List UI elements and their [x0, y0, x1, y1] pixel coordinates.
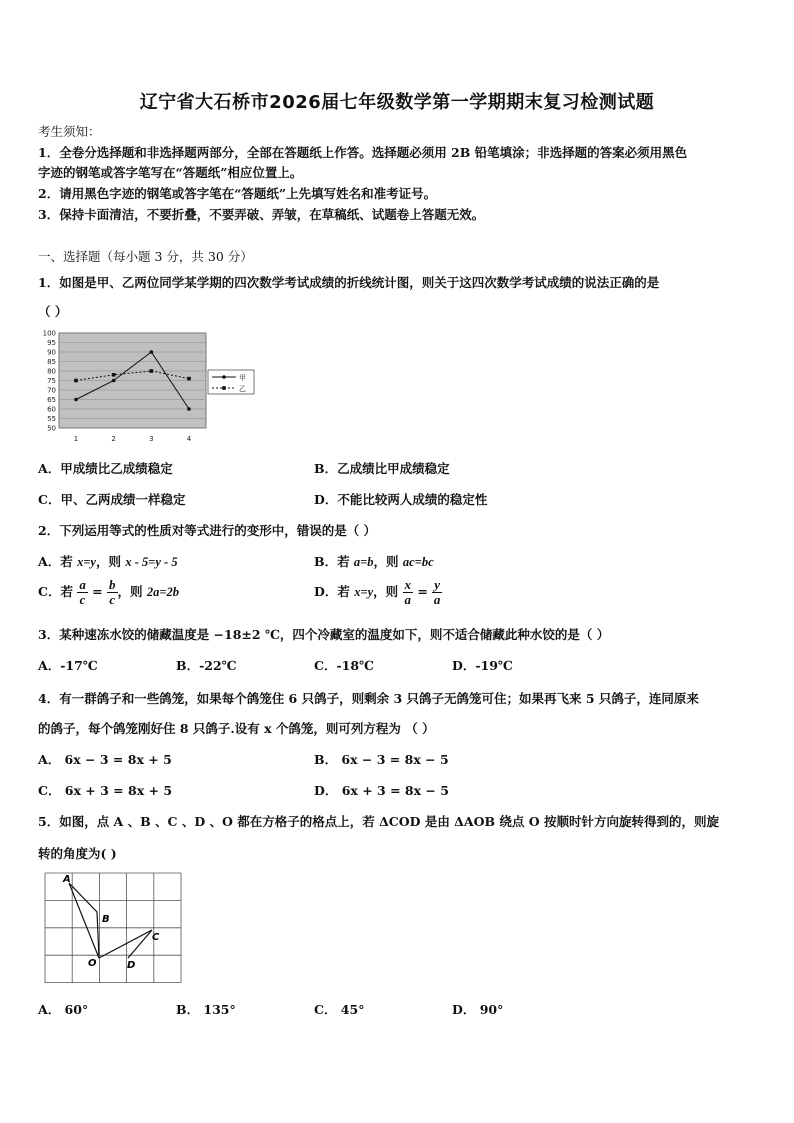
x-tick-label: 3 [149, 435, 154, 443]
q1-option-b[interactable]: B．乙成绩比甲成绩稳定 [314, 461, 450, 476]
q3-option-b[interactable]: B．-22℃ [176, 658, 237, 673]
notice-item-2: 2．请用黑色字迹的钢笔或答字笔在“答题纸”上先填写姓名和准考证号。 [38, 186, 437, 201]
q5-grid-figure [42, 870, 188, 988]
series-2-point [150, 369, 154, 373]
frac-num: y [434, 577, 440, 592]
q5-stem-line2: 转的角度为( ) [38, 846, 117, 861]
q2-b-lead: B．若 [314, 554, 354, 569]
q1-option-c[interactable]: C．甲、乙两成绩一样稳定 [38, 492, 186, 507]
q4-stem-line1: 4．有一群鸽子和一些鸽笼，如果每个鸽笼住 6 只鸽子，则剩余 3 只鸽子无鸽笼可住；如果再飞来 5 只鸽子，连同原来 [38, 691, 699, 706]
notice-item-3: 3．保持卡面清洁，不要折叠，不要弄破、弄皱，在草稿纸、试题卷上答题无效。 [38, 207, 485, 222]
q2-b-result: ac=bc [402, 555, 434, 569]
triangle-aob [69, 883, 99, 958]
frac-num: b [109, 577, 116, 592]
q5-stem-line1: 5．如图，点 A 、B 、C 、D 、O 都在方格子的格点上，若 ΔCOD 是由 ΔAOB 绕点 O 按顺时针方向旋转得到的，则旋 [38, 814, 719, 829]
q2-a-lead: A．若 [38, 554, 78, 569]
q2-c-mid: ，则 [117, 584, 147, 599]
label-a: A [63, 874, 71, 885]
series-2-point [187, 377, 191, 381]
triangle-cod [99, 930, 152, 958]
q2-c-lead: C．若 [38, 584, 73, 599]
q3-option-d[interactable]: D．-19℃ [452, 658, 513, 673]
y-tick-label: 50 [47, 424, 56, 433]
y-tick-label: 70 [47, 386, 56, 395]
q2-stem: 2．下列运用等式的性质对等式进行的变形中，错误的是（ ） [38, 523, 377, 538]
label-c: C [152, 932, 160, 943]
legend-box [208, 370, 254, 394]
y-tick-label: 65 [47, 396, 56, 404]
series-2-point [74, 379, 78, 383]
q2-d-lead: D．若 [314, 584, 355, 599]
q2-option-c[interactable] [38, 578, 179, 607]
frac-num: a [79, 577, 86, 592]
notice-item-1: 1．全卷分选择题和非选择题两部分，全部在答题纸上作答。选择题必须用 2B 铅笔填涂；非选择题的答案必须用黑色 [38, 145, 688, 160]
q2-option-a[interactable] [38, 552, 178, 570]
x-tick-label: 2 [111, 435, 116, 443]
q2-option-b[interactable] [314, 552, 434, 570]
equals-sign: = [413, 584, 433, 599]
grid-lines [45, 873, 181, 983]
q5-option-c[interactable]: C． 45° [314, 1002, 365, 1017]
series-2-point [112, 373, 116, 377]
q5-option-a[interactable]: A． 60° [38, 1002, 89, 1017]
fraction-y-over-a [432, 578, 442, 607]
fraction-x-over-a [403, 578, 414, 607]
q3-option-c[interactable]: C．-18℃ [314, 658, 375, 673]
q1-option-a[interactable]: A．甲成绩比乙成绩稳定 [38, 461, 173, 476]
q4-option-b[interactable]: B． 6x − 3 = 8x − 5 [314, 752, 449, 767]
q4-option-c[interactable]: C． 6x + 3 = 8x + 5 [38, 783, 173, 798]
q2-a-result: x - 5=y - 5 [125, 555, 178, 569]
label-b: B [102, 914, 110, 925]
q1-option-d[interactable]: D．不能比较两人成绩的稳定性 [314, 492, 488, 507]
frac-den: c [109, 592, 116, 607]
notice-heading: 考生须知： [38, 124, 101, 139]
x-tick-label: 1 [73, 435, 79, 443]
legend-marker-1 [222, 375, 226, 379]
y-tick-label: 55 [47, 415, 56, 423]
equals-sign: = [87, 584, 107, 599]
notice-item-1-cont: 字迹的钢笔或答字笔写在“答题纸”相应位置上。 [38, 165, 303, 180]
page-title: 辽宁省大石桥市2026届七年级数学第一学期期末复习检测试题 [139, 92, 655, 113]
q2-b-mid: ，则 [373, 554, 403, 569]
frac-den: a [404, 592, 411, 607]
y-tick-label: 100 [42, 330, 56, 338]
q5-option-b[interactable]: B． 135° [176, 1002, 236, 1017]
q4-option-a[interactable]: A． 6x − 3 = 8x + 5 [38, 752, 172, 767]
label-d: D [127, 960, 136, 971]
series-1-point [187, 407, 191, 411]
q2-d-mid: ，则 [373, 584, 399, 599]
q3-option-a[interactable]: A．-17℃ [38, 658, 98, 673]
q2-d-expr: x=y [354, 585, 374, 599]
q4-stem-line2: 的鸽子，每个鸽笼刚好住 8 只鸽子.设有 x 个鸽笼，则可列方程为 （ ） [38, 721, 435, 736]
series-1-point [74, 398, 78, 402]
x-tick-label: 4 [186, 435, 192, 443]
section-heading: 一、选择题（每小题 3 分，共 30 分） [38, 249, 253, 264]
q5-option-d[interactable]: D． 90° [452, 1002, 504, 1017]
q3-stem: 3．某种速冻水饺的储藏温度是 −18±2 ℃，四个冷藏室的温度如下，则不适合储藏此种水饺的是（ ） [38, 627, 610, 642]
q2-b-expr: a=b [353, 555, 374, 569]
legend-label-1: 甲 [239, 374, 246, 382]
label-o: O [88, 958, 97, 969]
series-1-point [112, 379, 116, 383]
q1-stem: 1．如图是甲、乙两位同学某学期的四次数学考试成绩的折线统计图，则关于这四次数学考试成绩的说法正确的是 [38, 275, 660, 290]
frac-den: a [433, 592, 441, 607]
y-tick-label: 90 [47, 348, 56, 357]
q1-line-chart [36, 330, 256, 448]
fraction-a-over-c [77, 578, 88, 607]
legend-label-2: 乙 [239, 385, 246, 393]
fraction-b-over-c [107, 578, 118, 607]
series-1-point [150, 350, 154, 354]
q2-a-expr: x=y [77, 555, 96, 569]
q2-a-mid: ，则 [95, 554, 126, 569]
y-tick-label: 60 [47, 405, 56, 414]
q2-c-result: 2a=2b [146, 585, 179, 599]
q4-option-d[interactable]: D． 6x + 3 = 8x − 5 [314, 783, 449, 798]
frac-num: x [404, 577, 411, 592]
y-tick-label: 75 [47, 377, 56, 385]
y-tick-label: 80 [47, 367, 56, 376]
frac-den: c [79, 592, 86, 607]
q1-paren: （ ） [38, 304, 68, 319]
y-tick-label: 85 [47, 358, 56, 366]
legend-marker-2 [222, 386, 226, 390]
y-tick-label: 95 [47, 339, 56, 347]
q2-option-d[interactable] [314, 578, 442, 607]
